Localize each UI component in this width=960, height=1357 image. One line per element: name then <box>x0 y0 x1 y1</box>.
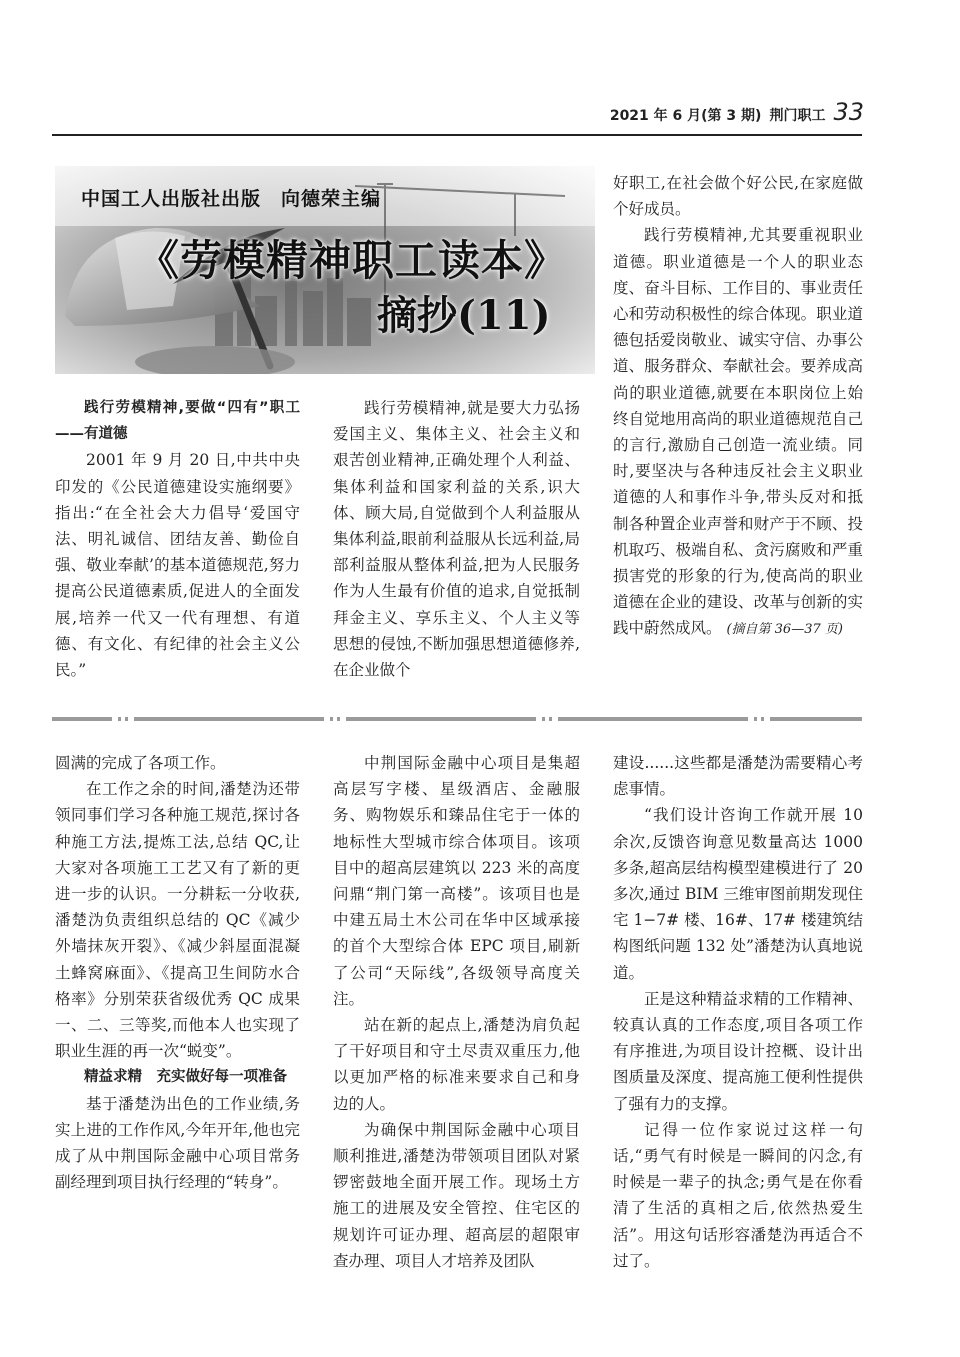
source-note: (摘自第 36—37 页) <box>726 622 843 638</box>
paragraph-continuation: 建设......这些都是潘楚沩需要精心考虑事情。 <box>613 754 863 799</box>
page-header <box>610 98 864 126</box>
paragraph: 中荆国际金融中心项目是集超高层写字楼、星级酒店、金融服务、购物娱乐和臻品住宅于一体的地标性大型城市综合体项目。该项目中的超高层建筑以 223 米的高度问鼎“荆门第一高楼”。该项目也是中建五局土木公司在华中区域承接的首个大型综合体 EPC 项目,刷新了公司“天际线”,各级领导高度关注。 <box>333 754 580 1008</box>
paragraph: “我们设计咨询工作就开展 10 余次,反馈咨询意见数量高达 1000 多条,超高层结构模型建模进行了 20 多次,通过 BIM 三维审图前期发现住宅 1−7# 楼、16#、17# 楼建筑结构图纸问题 132 处”潘楚沩认真地说道。 <box>613 806 863 982</box>
paragraph-text: 践行劳模精神,尤其要重视职业道德。职业道德是一个人的职业态度、奋斗目标、工作目的、事业责任心和劳动积极性的综合体现。职业道德包括爱岗敬业、诚实守信、办事公道、服务群众、奉献社会。要养成高尚的职业道德,就要在本职岗位上始终自觉地用高尚的职业道德规范自己的言行,激励自己创造一流业绩。同时,要坚决与各种违反社会主义职业道德的人和事作斗争,带头反对和抵制各种置企业声誉和财产于不顾、投机取巧、极端自私、贪污腐败和严重损害党的形象的行为,使高尚的职业道德在企业的建设、改革与创新的实践中蔚然成风。 <box>613 226 863 638</box>
paragraph: 记得一位作家说过这样一句话,“勇气有时候是一瞬间的闪念,有时候是一辈子的执念;勇气是在你看清了生活的真相之后,依然热爱生活”。用这句话形容潘楚沩再适合不过了。 <box>613 1120 863 1270</box>
paragraph: 2001 年 9 月 20 日,中共中央印发的《公民道德建设实施纲要》指出:“在全社会大力倡导‘爱国守法、明礼诚信、团结友善、勤俭自强、敬业奉献’的基本道德规范,努力提高公民道德素质,促进人的全面发展,培养一代又一代有理想、有道德、有文化、有纪律的社会主义公民。” <box>55 451 300 680</box>
top-column-2 <box>333 395 580 683</box>
bottom-column-2 <box>333 750 580 1274</box>
paragraph: 践行劳模精神,就是要大力弘扬爱国主义、集体主义、社会主义和艰苦创业精神,正确处理个人利益、集体利益和国家利益的关系,识大体、顾大局,自觉做到个人利益服从集体利益,眼前利益服从长远利益,局部利益服从整体利益,把为人民服务作为人生最有价值的追求,自觉抵制拜金主义、享乐主义、个人主义等思想的侵蚀,不断加强思想道德修养,在企业做个 <box>333 399 580 680</box>
page-number: 33 <box>833 98 864 126</box>
banner-subtitle: 摘抄(11) <box>377 292 551 339</box>
paragraph: 为确保中荆国际金融中心项目顺利推进,潘楚沩带领项目团队对紧锣密鼓地全面开展工作。现场土方施工的进展及安全管控、住宅区的规划许可证办理、超高层的超限审查办理、项目人才培养及团队 <box>333 1120 580 1270</box>
paragraph-continuation: 圆满的完成了各项工作。 <box>55 754 226 772</box>
bottom-column-3 <box>613 750 863 1274</box>
top-column-1 <box>55 395 300 683</box>
paragraph: 基于潘楚沩出色的工作业绩,务实上进的工作作风,今年开年,他也完成了从中荆国际金融中心项目常务副经理到项目执行经理的“转身”。 <box>55 1094 300 1192</box>
header-rule <box>52 134 862 136</box>
paragraph: 在工作之余的时间,潘楚沩还带领同事们学习各种施工规范,探讨各种施工方法,提炼工法,总结 QC,让大家对各项施工工艺又有了新的更进一步的认识。一分耕耘一分收获,潘楚沩负责组织总结的 QC《减少外墙抹灰开裂》、《减少斜屋面混凝土蜂窝麻面》、《提高卫生间防水合格率》分别荣获省级优秀 QC 成果一、二、三等奖,而他本人也实现了职业生涯的再一次“蜕变”。 <box>55 780 300 1061</box>
section-divider <box>52 716 862 722</box>
banner-publisher: 中国工人出版社出版 向德荣主编 <box>81 188 382 210</box>
journal-name: 荆门职工 <box>769 108 826 124</box>
paragraph <box>613 222 863 643</box>
top-column-3 <box>613 170 863 644</box>
section-heading: 践行劳模精神,要做“四有”职工——有道德 <box>55 400 300 443</box>
paragraph: 正是这种精益求精的工作精神、较真认真的工作态度,项目各项工作有序推进,为项目设计控概、设计出图质量及深度、提高施工便利性提供了强有力的支撑。 <box>613 989 863 1113</box>
banner-title: 《劳模精神职工读本》 <box>137 236 568 285</box>
paragraph: 站在新的起点上,潘楚沩肩负起了干好项目和守土尽责双重压力,他以更加严格的标准来要求自己和身边的人。 <box>333 1016 580 1113</box>
paragraph-continuation: 好职工,在社会做个好公民,在家庭做个好成员。 <box>613 174 863 219</box>
issue-date: 2021 年 6 月(第 3 期) <box>609 108 762 124</box>
bottom-column-1 <box>55 750 300 1195</box>
section-heading: 精益求精 充实做好每一项准备 <box>84 1069 287 1086</box>
title-banner <box>55 166 595 374</box>
